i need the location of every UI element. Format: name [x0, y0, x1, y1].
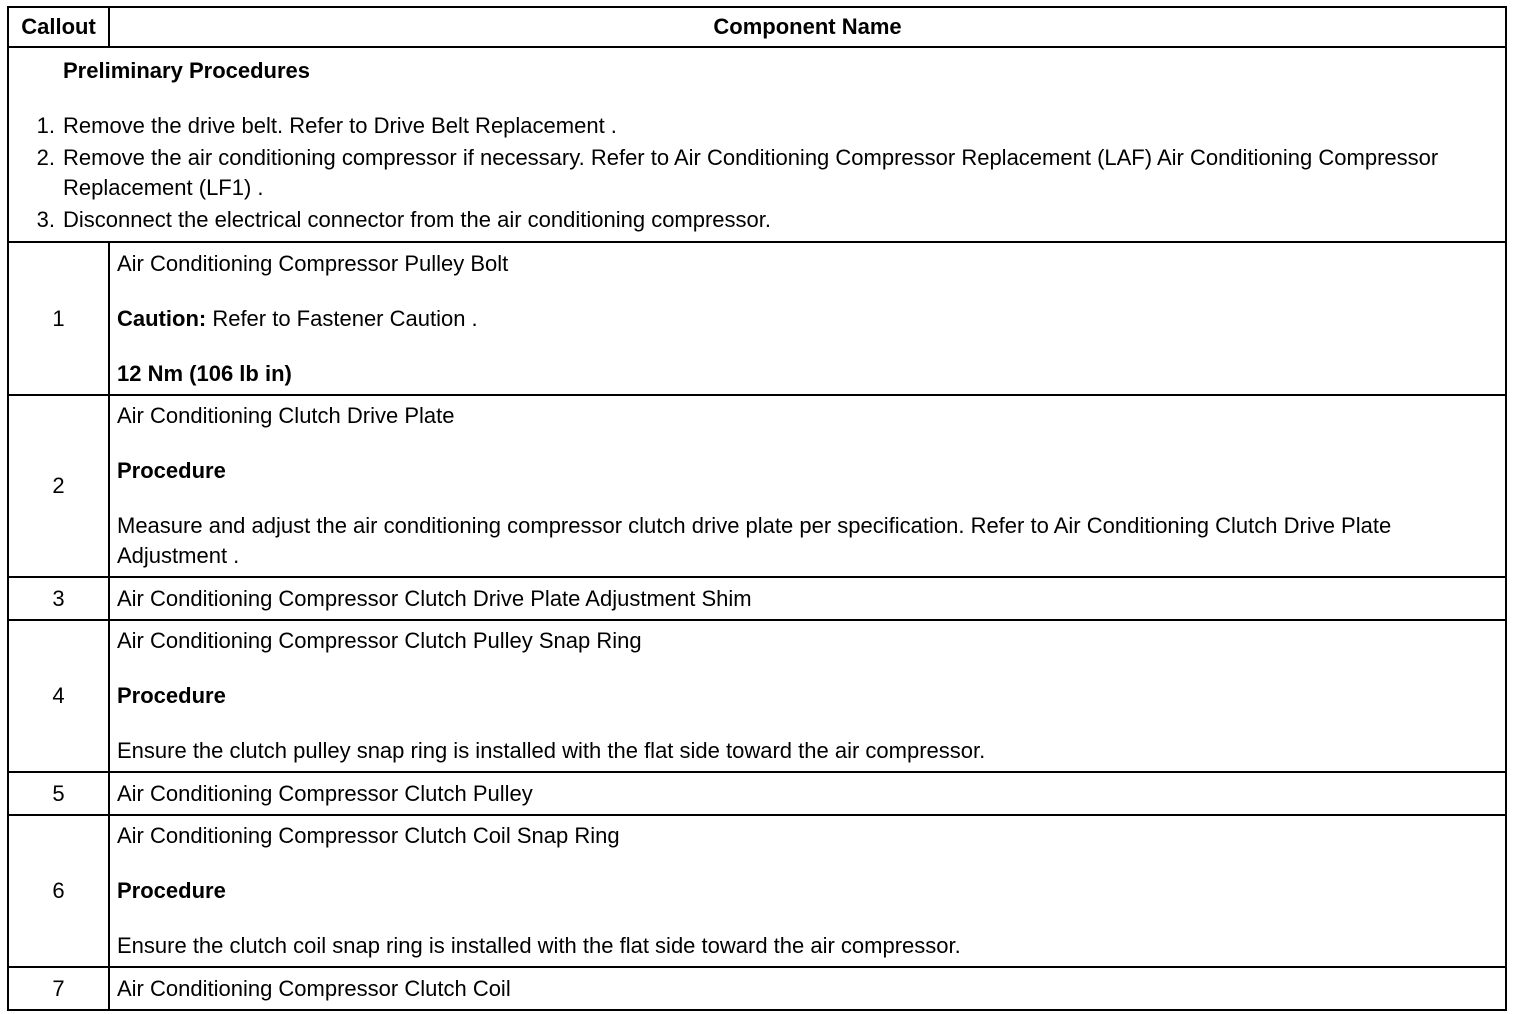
procedure-label: Procedure — [117, 878, 226, 903]
callout-number: 5 — [8, 772, 109, 815]
callout-number: 4 — [8, 620, 109, 772]
component-name: Air Conditioning Compressor Clutch Pulley — [109, 772, 1506, 815]
component-cell — [109, 815, 1506, 967]
component-name: Air Conditioning Compressor Clutch Coil Snap Ring — [117, 823, 620, 848]
procedure-label: Procedure — [117, 458, 226, 483]
step-number: 3. — [36, 207, 55, 232]
table-row — [8, 242, 1506, 395]
preliminary-step — [9, 205, 1505, 235]
step-text: Remove the air conditioning compressor if necessary. Refer to Air Conditioning Compressor Replacement (LAF) Air Conditioning Compressor Replacement (LF1) . — [63, 145, 1439, 200]
preliminary-step — [9, 111, 1505, 141]
callout-number: 7 — [8, 967, 109, 1010]
caution-label: Caution: — [117, 305, 207, 331]
component-name: Air Conditioning Clutch Drive Plate — [117, 403, 455, 428]
procedure-label: Procedure — [117, 683, 226, 708]
component-name: Air Conditioning Compressor Pulley Bolt — [117, 250, 509, 276]
table-row — [8, 967, 1506, 1010]
procedure-text: Measure and adjust the air conditioning compressor clutch drive plate per specification. Refer to Air Conditioning Clutch Drive Plate Adjustment . — [117, 513, 1392, 568]
table-row — [8, 395, 1506, 577]
torque-spec: 12 Nm (106 lb in) — [117, 360, 292, 386]
callout-number: 6 — [8, 815, 109, 967]
preliminary-title: Preliminary Procedures — [63, 58, 311, 83]
table-row — [8, 772, 1506, 815]
callout-header: Callout — [8, 7, 109, 47]
table-row — [8, 815, 1506, 967]
callout-number: 2 — [8, 395, 109, 577]
caution-note — [117, 304, 1505, 334]
header-row — [8, 7, 1506, 47]
table-row — [8, 620, 1506, 772]
procedure-text: Ensure the clutch pulley snap ring is installed with the flat side toward the air compressor. — [117, 738, 986, 763]
table-row — [8, 577, 1506, 620]
component-cell — [109, 242, 1506, 395]
component-cell — [109, 395, 1506, 577]
step-text: Remove the drive belt. Refer to Drive Belt Replacement . — [63, 113, 617, 138]
callout-number: 3 — [8, 577, 109, 620]
procedure-text: Ensure the clutch coil snap ring is installed with the flat side toward the air compressor. — [117, 933, 961, 958]
step-number: 2. — [36, 145, 55, 170]
component-name: Air Conditioning Compressor Clutch Pulley Snap Ring — [117, 628, 642, 653]
preliminary-step — [9, 143, 1505, 203]
preliminary-procedures — [8, 47, 1506, 242]
preliminary-row — [8, 47, 1506, 242]
step-text: Disconnect the electrical connector from the air conditioning compressor. — [63, 207, 772, 232]
callout-number: 1 — [8, 242, 109, 395]
component-name: Air Conditioning Compressor Clutch Coil — [109, 967, 1506, 1010]
component-cell — [109, 620, 1506, 772]
component-table — [7, 6, 1507, 1011]
step-number: 1. — [36, 113, 55, 138]
component-name-header: Component Name — [109, 7, 1506, 47]
caution-text: Refer to Fastener Caution . — [206, 305, 478, 331]
component-name: Air Conditioning Compressor Clutch Drive Plate Adjustment Shim — [109, 577, 1506, 620]
